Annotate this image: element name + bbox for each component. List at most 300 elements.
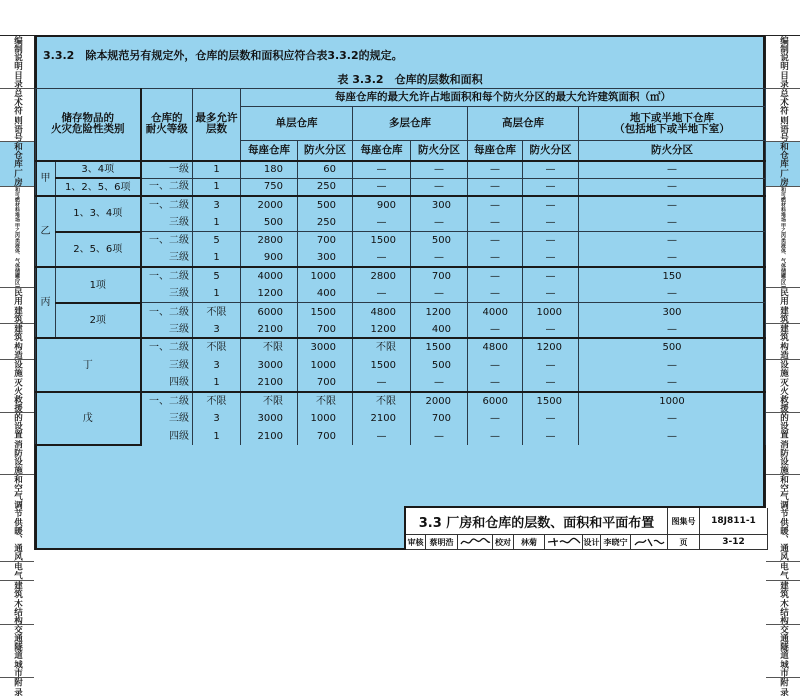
header-per-zone: 防火分区 (298, 141, 353, 161)
page-number: 3-12 (700, 535, 768, 550)
chapter-tab-label (778, 142, 789, 186)
page-label: 页 (668, 535, 700, 550)
max-floors: 3 (193, 321, 241, 339)
chapter-tab-text: 木结构 (12, 598, 23, 625)
underground-per-zone: — (579, 214, 766, 232)
checker-signature (545, 535, 583, 550)
high-per-building: — (468, 178, 523, 196)
high-per-building: — (468, 232, 523, 250)
chapter-tab-12[interactable] (766, 678, 800, 696)
fire-resistance-grade: 三级 (141, 214, 193, 232)
multi-per-zone: 1500 (411, 338, 468, 356)
chapter-tab-text: 和仓库 (778, 142, 789, 168)
multi-per-building: — (353, 249, 411, 267)
atlas-number: 18J811-1 (700, 508, 768, 535)
chapter-tab-text: 的设置 (778, 413, 789, 439)
multi-per-zone: 500 (411, 232, 468, 250)
page-frame (35, 35, 765, 550)
chapter-tab-label (778, 678, 789, 696)
chapter-tab-10[interactable] (766, 581, 800, 626)
chapter-tab-text: 木结构 (778, 598, 789, 625)
high-per-zone: — (523, 232, 579, 250)
header-per-zone: 防火分区 (411, 141, 468, 161)
chapter-tab-text: 设施 (12, 360, 23, 378)
chapter-tab-text: 气 (12, 571, 23, 580)
high-per-zone: 1200 (523, 338, 579, 356)
high-per-building: — (468, 161, 523, 179)
max-floors: 1 (193, 374, 241, 392)
max-floors: 1 (193, 249, 241, 267)
chapter-tab-text: 的设置 (12, 413, 23, 439)
high-per-zone: — (523, 161, 579, 179)
chapter-tab-text: 则语号 (778, 115, 789, 141)
table-row (36, 427, 766, 445)
single-per-zone: 250 (298, 214, 353, 232)
single-per-zone: 1000 (298, 356, 353, 374)
chapter-tab-label (778, 562, 789, 580)
fire-resistance-grade: 一、二级 (141, 303, 193, 321)
chapter-tab-label (12, 625, 23, 677)
max-floors: 3 (193, 196, 241, 214)
fire-resistance-grade: 四级 (141, 374, 193, 392)
chapter-tab-text: 建筑 (12, 324, 23, 342)
chapter-tab-text: 厂房 (778, 168, 789, 186)
multi-per-zone: 400 (411, 321, 468, 339)
chapter-tab-text: 设施 (778, 360, 789, 378)
chapter-tab-text: 电 (12, 561, 23, 571)
chapter-tab-9[interactable] (766, 562, 800, 581)
single-per-zone: 1500 (298, 303, 353, 321)
chapter-tab-text: 建筑 (12, 306, 23, 324)
multi-per-zone: 500 (411, 356, 468, 374)
hazard-category: 丙 (36, 267, 56, 338)
chapter-tab-0[interactable] (0, 36, 34, 89)
chapter-tab-text: 建筑 (778, 306, 789, 324)
underground-per-zone: — (579, 356, 766, 374)
max-floors: 1 (193, 427, 241, 445)
chapter-tab-text: 附 (778, 678, 789, 687)
chapter-tab-text: 构造 (778, 342, 789, 360)
header-high: 高层仓库 (468, 107, 579, 141)
chapter-tab-12[interactable] (0, 678, 34, 696)
single-per-building: 不限 (241, 392, 298, 410)
header-grade: 仓库的 耐火等级 (141, 89, 193, 161)
chapter-tab-2[interactable] (0, 142, 34, 187)
table-row (36, 196, 766, 214)
design-label: 设计 (583, 535, 601, 550)
chapter-tab-text: 录 (12, 687, 23, 696)
left-chapter-index (0, 35, 36, 696)
multi-per-building: — (353, 178, 411, 196)
chapter-tab-text: 目录 (12, 71, 23, 88)
chapter-tab-7[interactable] (766, 413, 800, 475)
chapter-tab-label (778, 36, 789, 88)
underground-per-zone: — (579, 427, 766, 445)
high-per-zone: — (523, 267, 579, 285)
fire-resistance-grade: 三级 (141, 321, 193, 339)
single-per-building: 2100 (241, 374, 298, 392)
high-per-zone: — (523, 321, 579, 339)
chapter-tab-label (778, 475, 789, 561)
table-row (36, 232, 766, 250)
chapter-tab-label (778, 324, 789, 359)
chapter-tab-label (778, 413, 789, 474)
multi-per-building: 900 (353, 196, 411, 214)
multi-per-building: 不限 (353, 392, 411, 410)
high-per-zone: — (523, 356, 579, 374)
title-block (404, 506, 766, 550)
max-floors: 不限 (193, 392, 241, 410)
chapter-tab-4[interactable] (766, 288, 800, 324)
single-per-zone: 1000 (298, 267, 353, 285)
multi-per-zone: 300 (411, 196, 468, 214)
underground-per-zone: — (579, 249, 766, 267)
chapter-tab-8[interactable] (766, 475, 800, 562)
chapter-tab-text: 目录 (778, 71, 789, 88)
designer-signature (631, 535, 668, 550)
table-row (36, 303, 766, 321)
chapter-tab-text: 民用 (12, 288, 23, 306)
single-per-building: 2100 (241, 427, 298, 445)
chapter-tab-text: 厂房 (12, 168, 23, 186)
underground-per-zone: 150 (579, 267, 766, 285)
high-per-building: — (468, 321, 523, 339)
chapter-tab-label (12, 413, 23, 474)
chapter-tab-text: 消防设施 (12, 439, 23, 474)
underground-per-zone: — (579, 285, 766, 303)
single-per-building: 900 (241, 249, 298, 267)
chapter-tab-text: 气 (778, 571, 789, 580)
chapter-tab-label (12, 562, 23, 580)
fire-resistance-grade: 三级 (141, 410, 193, 428)
header-floors: 最多允许 层数 (193, 89, 241, 161)
underground-per-zone: 1000 (579, 392, 766, 410)
chapter-tab-text: 附 (12, 678, 23, 687)
multi-per-zone: — (411, 161, 468, 179)
single-per-zone: 700 (298, 232, 353, 250)
high-per-zone: 1000 (523, 303, 579, 321)
header-category: 储存物品的 火灾危险性类别 (36, 89, 141, 161)
single-per-zone: 1000 (298, 410, 353, 428)
header-underground: 地下或半地下仓库 （包括地下或半地下室） (579, 107, 766, 141)
single-per-zone: 60 (298, 161, 353, 179)
single-per-building: 750 (241, 178, 298, 196)
high-per-building: 4800 (468, 338, 523, 356)
underground-per-zone: — (579, 161, 766, 179)
chapter-tab-7[interactable] (0, 413, 34, 475)
chapter-tab-10[interactable] (0, 581, 34, 626)
hazard-category: 丁 (36, 338, 141, 391)
chapter-tab-3[interactable] (766, 187, 800, 289)
single-per-building: 2000 (241, 196, 298, 214)
chapter-tab-label (12, 36, 23, 88)
multi-per-zone: 700 (411, 267, 468, 285)
high-per-zone: — (523, 249, 579, 267)
chapter-tab-text: 消防设施 (778, 439, 789, 474)
table-row (36, 321, 766, 339)
high-per-building: — (468, 267, 523, 285)
high-per-zone: — (523, 285, 579, 303)
table-row (36, 161, 766, 179)
high-per-zone: — (523, 374, 579, 392)
header-area-group: 每座仓库的最大允许占地面积和每个防火分区的最大允许建筑面积（㎡） (241, 89, 766, 107)
underground-per-zone: — (579, 178, 766, 196)
fire-resistance-grade: 一、二级 (141, 338, 193, 356)
table-row (36, 178, 766, 196)
right-chapter-index (764, 35, 800, 696)
chapter-tab-label (12, 288, 23, 323)
chapter-tab-label (778, 89, 789, 141)
underground-per-zone: 300 (579, 303, 766, 321)
chapter-tab-text: 供暖、通风 (778, 518, 789, 561)
multi-per-building: 2800 (353, 267, 411, 285)
single-per-zone: 500 (298, 196, 353, 214)
chapter-tab-1[interactable] (766, 89, 800, 142)
underground-per-zone: — (579, 374, 766, 392)
chapter-tab-label (12, 360, 23, 412)
multi-per-zone: 1200 (411, 303, 468, 321)
chapter-tab-text: 民用 (778, 288, 789, 306)
chapter-tab-label (778, 288, 789, 323)
chapter-tab-text: 建筑 (778, 324, 789, 342)
max-floors: 1 (193, 178, 241, 196)
single-per-building: 180 (241, 161, 298, 179)
single-per-zone: 400 (298, 285, 353, 303)
multi-per-zone: — (411, 214, 468, 232)
hazard-item: 3、4项 (56, 161, 141, 179)
multi-per-zone: — (411, 285, 468, 303)
chapter-tab-3[interactable] (0, 187, 34, 289)
fire-resistance-grade: 一、二级 (141, 178, 193, 196)
warehouse-area-table (35, 88, 766, 446)
single-per-zone: 700 (298, 427, 353, 445)
single-per-building: 3000 (241, 356, 298, 374)
chapter-tab-text: 总术符 (778, 89, 789, 115)
fire-resistance-grade: 一、二级 (141, 267, 193, 285)
chapter-tab-text: 则语号 (12, 115, 23, 141)
chapter-tab-11[interactable] (0, 625, 34, 678)
chapter-tab-text: 建筑 (12, 580, 23, 598)
high-per-building: — (468, 214, 523, 232)
hazard-item: 1项 (56, 267, 141, 303)
chapter-tab-5[interactable] (766, 324, 800, 360)
single-per-building: 1200 (241, 285, 298, 303)
high-per-building: — (468, 196, 523, 214)
multi-per-building: 1500 (353, 356, 411, 374)
single-per-building: 2800 (241, 232, 298, 250)
reviewer-name: 蔡明浩 (426, 535, 458, 550)
chapter-tab-text: 建筑 (778, 580, 789, 598)
chapter-tab-label (778, 581, 789, 625)
chapter-tab-text: 交通隧道 (12, 625, 23, 660)
chapter-tab-1[interactable] (0, 89, 34, 142)
multi-per-building: — (353, 374, 411, 392)
table-caption: 表 3.3.2 仓库的层数和面积 (337, 73, 483, 86)
designer-name: 李晓宁 (601, 535, 631, 550)
fire-resistance-grade: 一、二级 (141, 392, 193, 410)
fire-resistance-grade: 四级 (141, 427, 193, 445)
hazard-item: 1、3、4项 (56, 196, 141, 232)
high-per-building: — (468, 410, 523, 428)
fire-resistance-grade: 三级 (141, 356, 193, 374)
multi-per-building: — (353, 285, 411, 303)
header-per-building: 每座仓库 (468, 141, 523, 161)
chapter-tab-6[interactable] (0, 360, 34, 413)
single-per-building: 4000 (241, 267, 298, 285)
multi-per-zone: — (411, 374, 468, 392)
high-per-zone: — (523, 410, 579, 428)
chapter-tab-0[interactable] (766, 36, 800, 89)
high-per-zone: 1500 (523, 392, 579, 410)
hazard-item: 2项 (56, 303, 141, 339)
chapter-tab-text: 编制说明 (778, 36, 789, 70)
chapter-tab-text: 交通隧道 (778, 625, 789, 660)
high-per-zone: — (523, 178, 579, 196)
high-per-building: 6000 (468, 392, 523, 410)
chapter-tab-text: 城市 (12, 660, 23, 678)
table-row (36, 214, 766, 232)
underground-per-zone: 500 (579, 338, 766, 356)
multi-per-zone: 700 (411, 410, 468, 428)
multi-per-zone: — (411, 178, 468, 196)
multi-per-building: — (353, 161, 411, 179)
chapter-tab-label (12, 89, 23, 141)
high-per-zone: — (523, 427, 579, 445)
underground-per-zone: — (579, 196, 766, 214)
max-floors: 3 (193, 356, 241, 374)
fire-resistance-grade: 三级 (141, 249, 193, 267)
clause-text: 3.3.2 除本规范另有规定外，仓库的层数和面积应符合表3.3.2的规定。 (43, 49, 403, 62)
fire-resistance-grade: 一级 (141, 161, 193, 179)
multi-per-building: 4800 (353, 303, 411, 321)
fire-resistance-grade: 一、二级 (141, 196, 193, 214)
chapter-tab-label (12, 678, 23, 696)
chapter-tab-text: 总术符 (12, 89, 23, 115)
check-label: 校对 (493, 535, 514, 550)
multi-per-building: — (353, 214, 411, 232)
multi-per-building: 不限 (353, 338, 411, 356)
chapter-tab-text: 供暖、通风 (12, 518, 23, 561)
table-row (36, 392, 766, 410)
max-floors: 1 (193, 214, 241, 232)
chapter-tab-label (14, 187, 20, 288)
reviewer-signature (458, 535, 493, 550)
review-label: 审核 (406, 535, 426, 550)
max-floors: 5 (193, 232, 241, 250)
chapter-tab-text: 甲乙丙类液体、气体储罐(区) (780, 222, 786, 288)
table-row (36, 267, 766, 285)
chapter-tab-label (12, 324, 23, 359)
header-per-building: 每座仓库 (241, 141, 298, 161)
max-floors: 不限 (193, 303, 241, 321)
multi-per-zone: 2000 (411, 392, 468, 410)
chapter-tab-text: 和可燃材料堆场 (780, 186, 786, 222)
hazard-item: 2、5、6项 (56, 232, 141, 268)
single-per-zone: 不限 (298, 392, 353, 410)
chapter-tab-label (12, 142, 23, 186)
single-per-zone: 700 (298, 321, 353, 339)
single-per-zone: 3000 (298, 338, 353, 356)
chapter-tab-text: 甲乙丙类液体、气体储罐(区) (14, 222, 20, 288)
high-per-building: — (468, 285, 523, 303)
single-per-zone: 700 (298, 374, 353, 392)
single-per-zone: 300 (298, 249, 353, 267)
table-row (36, 374, 766, 392)
header-per-zone: 防火分区 (579, 141, 766, 161)
chapter-tab-text: 城市 (778, 660, 789, 678)
max-floors: 1 (193, 161, 241, 179)
chapter-tab-label (778, 360, 789, 412)
high-per-zone: — (523, 214, 579, 232)
high-per-building: — (468, 356, 523, 374)
max-floors: 不限 (193, 338, 241, 356)
hazard-category: 乙 (36, 196, 56, 267)
chapter-tab-label (12, 475, 23, 561)
chapter-tab-text: 和空气调节 (778, 474, 789, 518)
chapter-tab-label (778, 625, 789, 677)
chapter-tab-label (12, 581, 23, 625)
chapter-tab-text: 构造 (12, 342, 23, 360)
chapter-tab-text: 电 (778, 561, 789, 571)
max-floors: 5 (193, 267, 241, 285)
max-floors: 3 (193, 410, 241, 428)
chapter-tab-text: 录 (778, 687, 789, 696)
chapter-tab-text: 和空气调节 (12, 474, 23, 518)
underground-per-zone: — (579, 321, 766, 339)
checker-name: 林菊 (514, 535, 545, 550)
chapter-tab-5[interactable] (0, 324, 34, 360)
chapter-tab-label (780, 187, 786, 288)
multi-per-building: 1500 (353, 232, 411, 250)
chapter-tab-8[interactable] (0, 475, 34, 562)
chapter-tab-2[interactable] (766, 142, 800, 187)
single-per-building: 2100 (241, 321, 298, 339)
multi-per-building: 1200 (353, 321, 411, 339)
chapter-tab-text: 灭火救援 (12, 378, 23, 413)
chapter-tab-6[interactable] (766, 360, 800, 413)
max-floors: 1 (193, 285, 241, 303)
fire-resistance-grade: 一、二级 (141, 232, 193, 250)
chapter-tab-11[interactable] (766, 625, 800, 678)
multi-per-building: — (353, 427, 411, 445)
header-per-building: 每座仓库 (353, 141, 411, 161)
chapter-tab-text: 编制说明 (12, 36, 23, 70)
table-row (36, 249, 766, 267)
header-multi: 多层仓库 (353, 107, 468, 141)
high-per-zone: — (523, 196, 579, 214)
single-per-building: 3000 (241, 410, 298, 428)
chapter-tab-4[interactable] (0, 288, 34, 324)
table-row (36, 356, 766, 374)
hazard-item: 1、2、5、6项 (56, 178, 141, 196)
underground-per-zone: — (579, 232, 766, 250)
table-row (36, 285, 766, 303)
chapter-tab-9[interactable] (0, 562, 34, 581)
header-per-zone: 防火分区 (523, 141, 579, 161)
single-per-building: 6000 (241, 303, 298, 321)
multi-per-building: 2100 (353, 410, 411, 428)
hazard-category: 戊 (36, 392, 141, 445)
underground-per-zone: — (579, 410, 766, 428)
single-per-zone: 250 (298, 178, 353, 196)
chapter-tab-text: 和可燃材料堆场 (14, 186, 20, 222)
hazard-category: 甲 (36, 161, 56, 197)
single-per-building: 500 (241, 214, 298, 232)
multi-per-zone: — (411, 427, 468, 445)
fire-resistance-grade: 三级 (141, 285, 193, 303)
drawing-title: 3.3 厂房和仓库的层数、面积和平面布置 (406, 508, 668, 535)
multi-per-zone: — (411, 249, 468, 267)
